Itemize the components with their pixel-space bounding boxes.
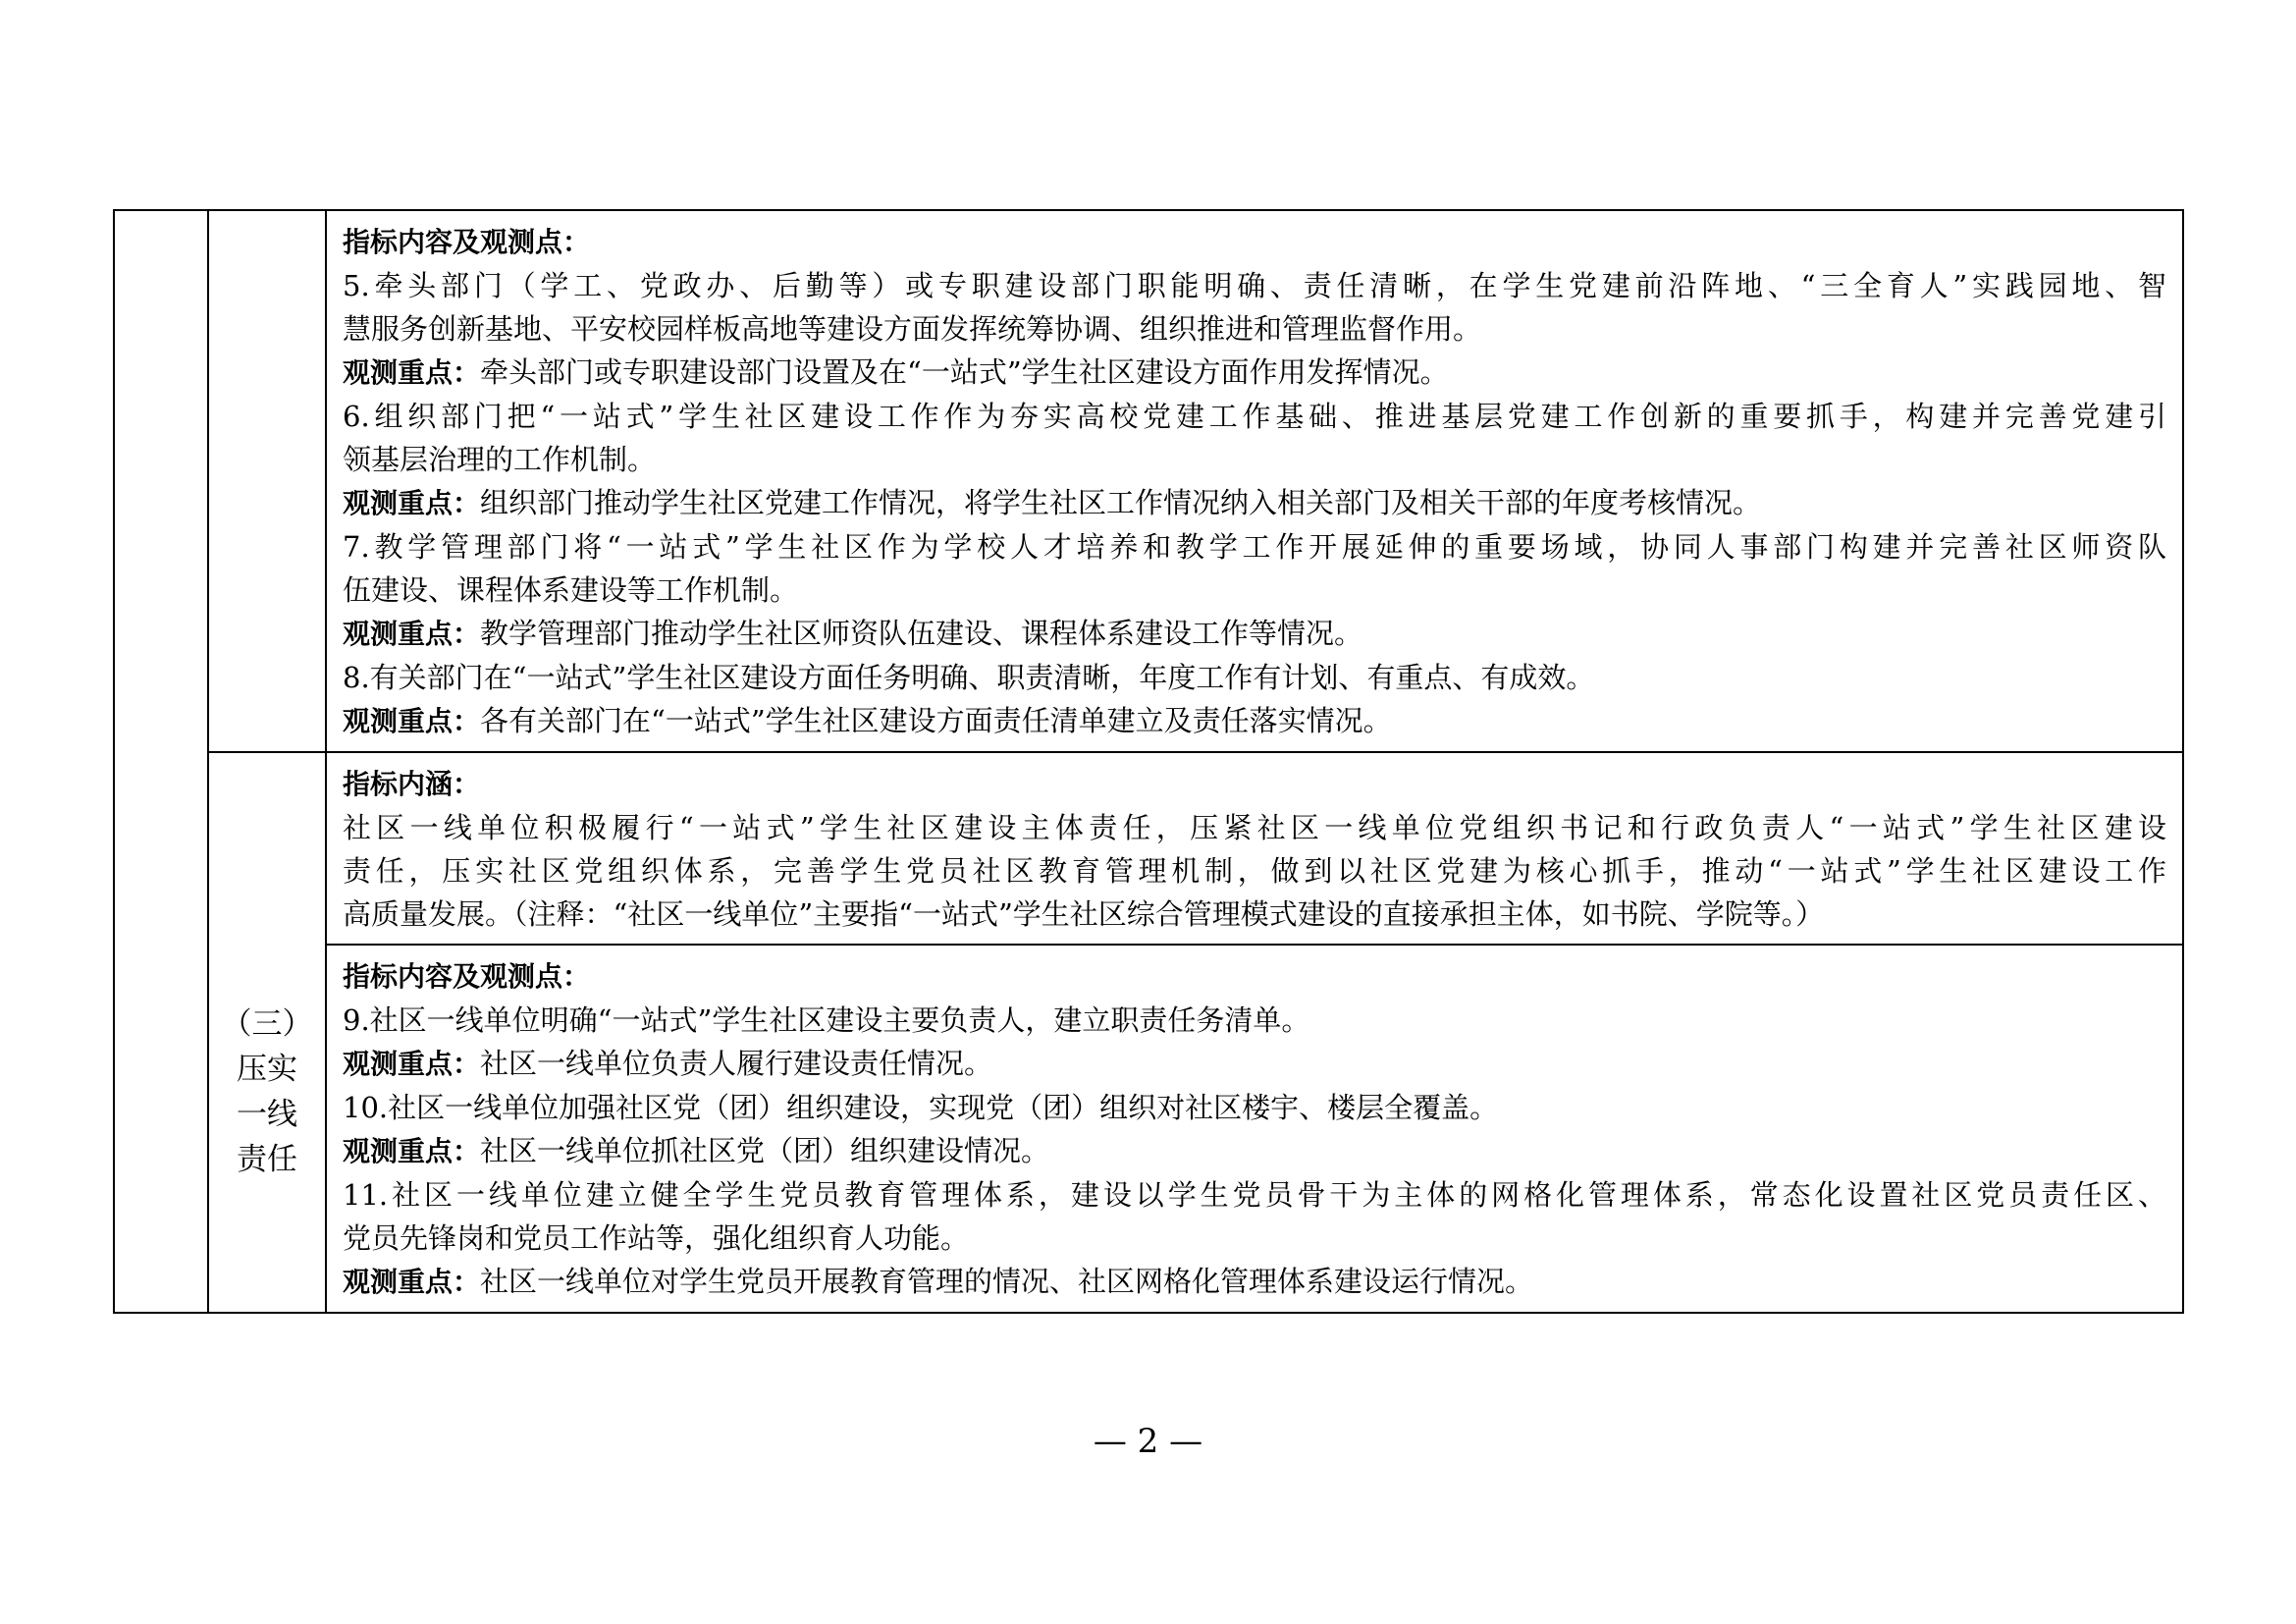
observation-line [343,1260,2166,1304]
item-text-line: 10.社区一线单位加强社区党（团）组织建设，实现党（团）组织对社区楼宇、楼层全覆盖。 [343,1091,1499,1124]
observation-line [343,1042,2166,1086]
content-cell-section-b [326,945,2183,1313]
observation-label: 观测重点： [343,356,481,389]
observation-text: 各有关部门在“一站式”学生社区建设方面责任清单建立及责任落实情况。 [480,704,1392,737]
table-row-connotation [114,752,2183,945]
observation-label: 观测重点： [343,1266,481,1298]
observation-text: 组织部门推动学生社区党建工作情况，将学生社区工作情况纳入相关部门及相关干部的年度考核情况。 [480,486,1762,519]
table-row-section-b-content [114,945,2183,1313]
observation-text: 社区一线单位负责人履行建设责任情况。 [480,1047,993,1080]
item-text-line: 5.牵头部门（学工、党政办、后勤等）或专职建设部门职能明确、责任清晰，在学生党建前沿阵地、“三全育人”实践园地、智 [343,269,2166,302]
page-number: — 2 — [1093,1422,1203,1461]
category-label [209,884,325,1182]
connotation-cell [326,752,2183,945]
connotation-line: 高质量发展。（注释：“社区一线单位”主要指“一站式”学生社区综合管理模式建设的直接承担主体，如书院、学院等。） [343,897,1825,931]
category-line: 压实 [237,1051,297,1087]
category-cell-empty [208,210,326,752]
observation-text: 牵头部门或专职建设部门设置及在“一站式”学生社区建设方面作用发挥情况。 [480,355,1449,389]
observation-label: 观测重点： [343,487,481,519]
section-heading: 指标内容及观测点： [343,226,591,258]
observation-line [343,699,2166,743]
observation-label: 观测重点： [343,1048,481,1080]
table-row-section-a [114,210,2183,752]
observation-label: 观测重点： [343,1135,481,1167]
item-text-line: 6.组织部门把“一站式”学生社区建设工作作为夯实高校党建工作基础、推进基层党建工作创新的重要抓手，构建并完善党建引 [343,400,2166,433]
category-cell-three [208,752,326,1313]
item-text-line: 伍建设、课程体系建设等工作机制。 [343,573,799,607]
item-text-line: 党员先锋岗和党员工作站等，强化组织育人功能。 [343,1221,970,1255]
item-text-line: 9.社区一线单位明确“一站式”学生社区建设主要负责人，建立职责任务清单。 [343,1003,1310,1037]
item-text-line: 领基层治理的工作机制。 [343,443,657,476]
item-text-line: 8.有关部门在“一站式”学生社区建设方面任务明确、职责清晰，年度工作有计划、有重点、有成效。 [343,661,1595,694]
content-cell-section-a [326,210,2183,752]
connotation-line: 责任，压实社区党组织体系，完善学生党员社区教育管理机制，做到以社区党建为核心抓手，推动“一站式”学生社区建设工作 [343,854,2166,888]
outer-category-cell [114,210,208,1313]
indicator-table [113,209,2184,1314]
item-text-line: 11.社区一线单位建立健全学生党员教育管理体系，建设以学生党员骨干为主体的网格化管理体系，常态化设置社区党员责任区、 [343,1178,2166,1212]
observation-line [343,481,2166,525]
observation-line [343,351,2166,395]
observation-text: 社区一线单位对学生党员开展教育管理的情况、社区网格化管理体系建设运行情况。 [480,1265,1534,1298]
item-text-line: 7.教学管理部门将“一站式”学生社区作为学校人才培养和教学工作开展延伸的重要场域，协同人事部门构建并完善社区师资队 [343,530,2166,564]
section-heading: 指标内容及观测点： [343,960,591,993]
observation-label: 观测重点： [343,705,481,737]
observation-line [343,612,2166,656]
observation-line [343,1129,2166,1173]
category-line: 一线 [237,1096,297,1132]
category-line: （三） [221,1005,313,1042]
category-line: 责任 [237,1141,297,1177]
item-text-line: 慧服务创新基地、平安校园样板高地等建设方面发挥统筹协调、组织推进和管理监督作用。 [343,312,1482,346]
observation-label: 观测重点： [343,618,481,650]
observation-text: 社区一线单位抓社区党（团）组织建设情况。 [480,1134,1050,1167]
observation-text: 教学管理部门推动学生社区师资队伍建设、课程体系建设工作等情况。 [480,617,1363,650]
connotation-line: 社区一线单位积极履行“一站式”学生社区建设主体责任，压紧社区一线单位党组织书记和行政负责人“一站式”学生社区建设 [343,811,2166,844]
connotation-heading: 指标内涵： [343,768,481,800]
